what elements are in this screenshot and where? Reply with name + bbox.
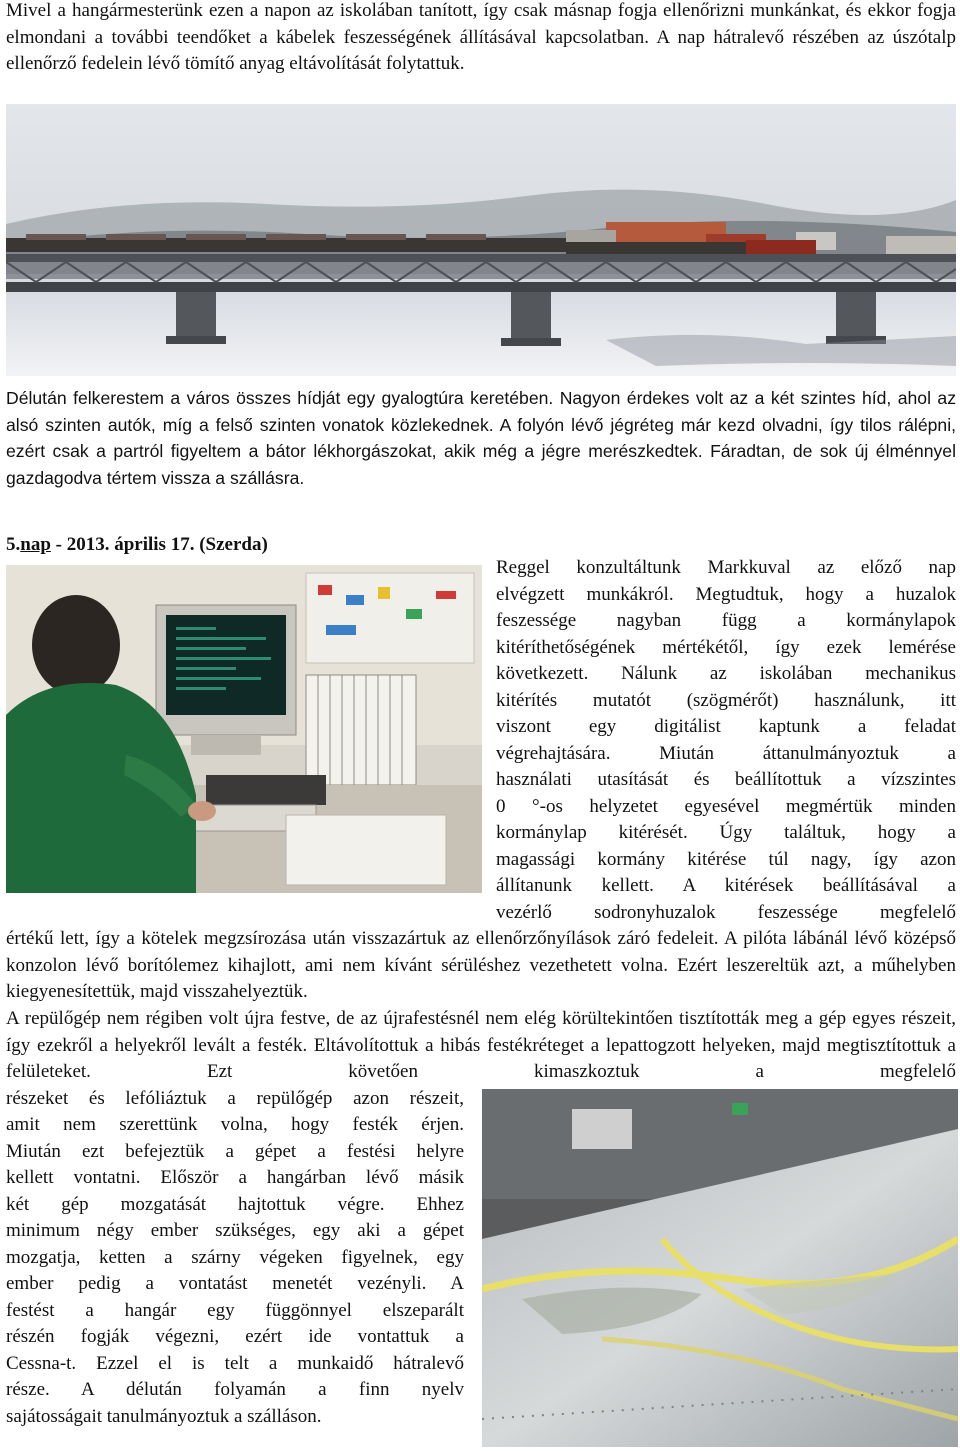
computer-paragraph-line: magassági kormány kitérése túl nagy, így azon [496, 848, 956, 870]
computer-paragraph-line: elvégzett munkákról. Megtudtuk, hogy a huzalok [496, 583, 956, 605]
computer-paragraph-line: végrehajtására. Miután áttanulmányoztuk a [496, 742, 956, 764]
paint-paragraph-line: Cessna-t. Ezzel el is telt a munkaidő hátralevő [6, 1352, 464, 1374]
computer-paragraph-line: viszont egy digitálist kaptunk a feladat [496, 716, 956, 737]
computer-paragraph-line: kormánylap kitérését. Úgy találtuk, hogy a [496, 822, 956, 843]
computer-paragraph-line: kitérítés mutatót (szögmérőt) használunk, itt [496, 689, 956, 711]
paint-paragraph-line: minimum négy ember szükséges, egy aki a gépet [6, 1220, 464, 1241]
paint-paragraph-line: mozgatja, ketten a szárny végeken figyelnek, egy [6, 1246, 464, 1268]
bridge-photo [6, 104, 956, 376]
computer-paragraph-line: vezérlő sodronyhuzalok feszessége megfelelő [496, 901, 956, 923]
paint-paragraph-line: részén fogják végezni, ezért ide vontattuk a [6, 1326, 464, 1347]
day-heading-prefix: 5. [6, 534, 21, 555]
computer-paragraph-continuation: értékű lett, így a kötelek megzsírozása után visszazártuk az ellenőrzőnyílások záró fedeleit. A pilóta lábánál lévő középső konzolon lévő borítólemez kihajlott, ami nem kívánt sérüléshez vezethetett volna. Ezért leszereltük azt, a műhelyben kiegyenesítettük, majd visszahelyeztük. [6, 928, 956, 1002]
computer-paragraph-line: következett. Nálunk az iskolában mechanikus [496, 663, 956, 684]
paint-paragraph-line: ember pedig a vontatást menetét vezényli. A [6, 1273, 464, 1294]
paint-paragraph-line: sajátosságait tanulmányoztuk a szálláson. [6, 1405, 322, 1427]
paint-paragraph-line: amit nem szerettünk volna, hogy festék érjen. [6, 1114, 464, 1135]
paint-paragraph-line: két gép mozgatását hajtottuk végre. Ehhez [6, 1193, 464, 1215]
day-heading [6, 534, 268, 556]
computer-paragraph-line: kitéríthetőségének mértékétől, így ezek lemérése [496, 636, 956, 658]
day-heading-link[interactable]: nap [20, 534, 51, 555]
computer-paragraph-line: Reggel konzultáltunk Markkuval az előző nap [496, 557, 956, 578]
paint-paragraph-line: Miután ezt befejeztük a gépet a festési helyre [6, 1140, 464, 1162]
paint-paragraph: A repülőgép nem régiben volt újra festve, de az újrafestésnél nem elég körültekintően tisztították meg a gép egyes részeit, így ezekről a helyekről levált a festék. Eltávolítottuk a hibás festékréteget a lepattogzott helyeken, majd megtisztítottuk a felületeket. Ezt követően kimaszkoztuk a megfelelő [6, 1008, 956, 1082]
bridge-paragraph: Délután felkerestem a város összes hídját egy gyalogtúra keretében. Nagyon érdekes volt az a két szintes híd, ahol az alsó szinten autók, míg a felső szinten vonatok közlekednek. A folyón lévő jégréteg már kezd olvadni, így tilos rálépni, ezért csak a partról figyeltem a bátor lékhorgászokat, akik még a jégre merészkedtek. Fáradtan, de sok új élménnyel gazdagodva tértem vissza a szállásra. [6, 388, 956, 488]
computer-paragraph-line: feszessége nagyban függ a kormánylapok [496, 610, 956, 631]
computer-paragraph-line: használati utasítását és beállítottuk a vízszintes [496, 769, 956, 790]
paint-paragraph-line: kellett vontatni. Először a hangárban lévő másik [6, 1167, 464, 1188]
computer-work-photo [6, 565, 482, 893]
paint-paragraph-line: része. A délután folyamán a finn nyelv [6, 1379, 464, 1400]
computer-paragraph-line: 0 °-os helyzetet egyesével megmértük minden [496, 795, 956, 817]
intro-paragraph: Mivel a hangármesterünk ezen a napon az iskolában tanított, így csak másnap fogja ellenőrizni munkánkat, és ekkor fogja elmondani a további teendőket a kábelek feszességének állításával kapcsolatban. A nap hátralevő részében az úszótalp ellenőrző fedelein lévő tömítő anyag eltávolítását folytattuk. [6, 0, 956, 74]
computer-paragraph-line: állítanunk kellett. A kitérések beállításával a [496, 875, 956, 896]
paint-paragraph-line: részeket és lefóliáztuk a repülőgép azon részeit, [6, 1087, 464, 1109]
paint-paragraph-line: festést a hangár egy függönnyel elszeparált [6, 1299, 464, 1321]
day-heading-date: - 2013. április 17. (Szerda) [50, 534, 268, 555]
wing-masking-photo [482, 1089, 958, 1447]
